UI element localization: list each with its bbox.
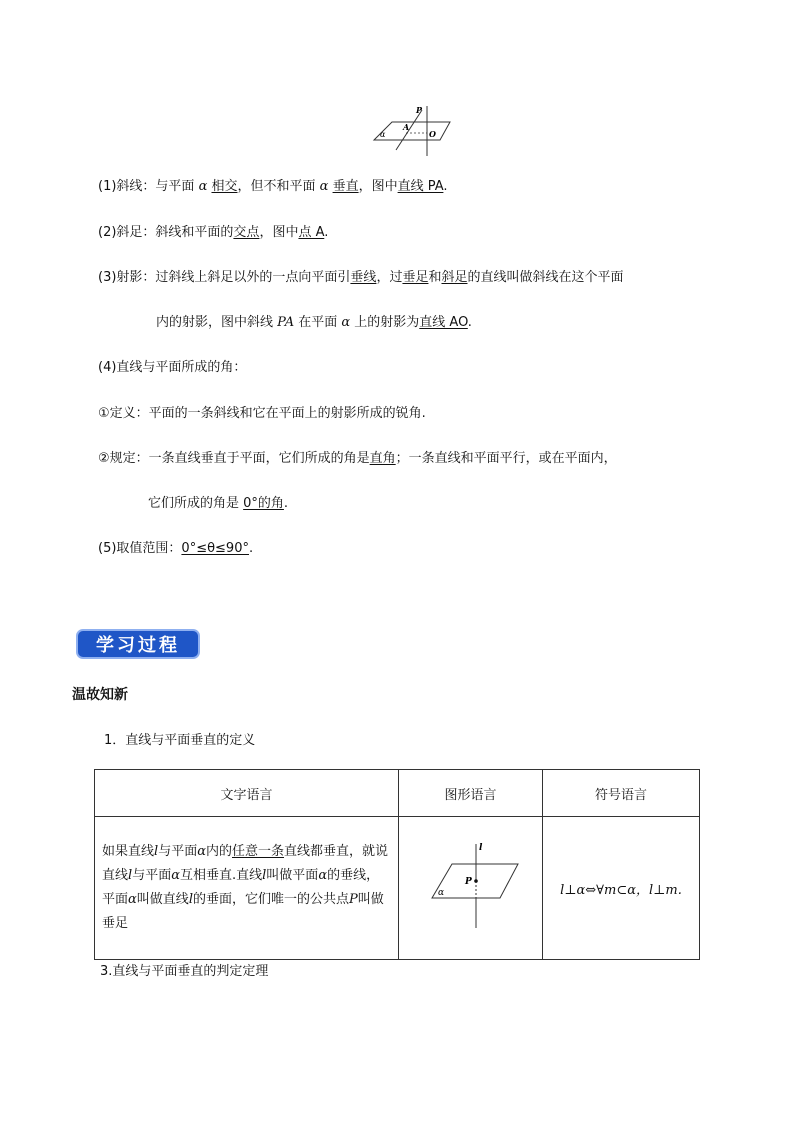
header-symbol-language: 符号语言 [543, 770, 700, 817]
item-oblique-foot: (2)斜足：斜线和平面的交点，图中点 A. [98, 225, 329, 240]
table-row [95, 817, 700, 960]
cell-graphic-language [399, 817, 543, 960]
subsection-definition-title: 1．直线与平面垂直的定义 [104, 733, 256, 748]
table-header-row [95, 770, 700, 817]
point-P [474, 879, 478, 883]
oblique-line-figure [370, 100, 460, 160]
angle-rule-line1: ②规定：一条直线垂直于平面，它们所成的角是直角；一条直线和平面平行，或在平面内， [98, 451, 617, 466]
label-P: P [464, 877, 472, 887]
section-heading: 温故知新 [72, 687, 128, 703]
header-text-language: 文字语言 [95, 770, 399, 817]
perpendicular-line-figure [416, 836, 526, 936]
label-alpha: α [437, 888, 444, 898]
cell-text-language [95, 817, 399, 960]
item-angle-heading: (4)直线与平面所成的角： [98, 360, 247, 375]
subsection-theorem-title: 3.直线与平面垂直的判定定理 [100, 964, 269, 979]
item-projection-line2: 内的射影，图中斜线 PA 在平面 α 上的射影为直线 AO. [156, 315, 472, 330]
label-alpha: α [380, 130, 386, 139]
item-oblique-line: (1)斜线：与平面 α 相交，但不和平面 α 垂直，图中直线 PA. [98, 179, 448, 194]
symbol-expression: l⊥α⇔∀m⊂α，l⊥m. [560, 882, 682, 898]
section-badge: 学习过程 [76, 629, 200, 659]
cell-symbol-language [543, 817, 700, 960]
item-projection-line1: (3)射影：过斜线上斜足以外的一点向平面引垂线，过垂足和斜足的直线叫做斜线在这个平面 [98, 270, 624, 285]
label-O: O [429, 129, 436, 139]
angle-definition: ①定义：平面的一条斜线和它在平面上的射影所成的锐角. [98, 406, 426, 421]
label-l: l [478, 843, 482, 853]
label-P: P [416, 105, 423, 115]
label-A: A [403, 122, 410, 132]
header-graphic-language: 图形语言 [399, 770, 543, 817]
definition-table [94, 769, 700, 960]
item-range: (5)取值范围：0°≤θ≤90°. [98, 541, 254, 556]
angle-rule-line2: 它们所成的角是 0°的角. [148, 496, 289, 511]
definition-text: 如果直线l与平面α内的任意一条直线都垂直，就说直线l与平面α互相垂直.直线l叫做平面α的垂线，平面α叫做直线l的垂面，它们唯一的公共点P叫做垂足 [102, 844, 389, 931]
